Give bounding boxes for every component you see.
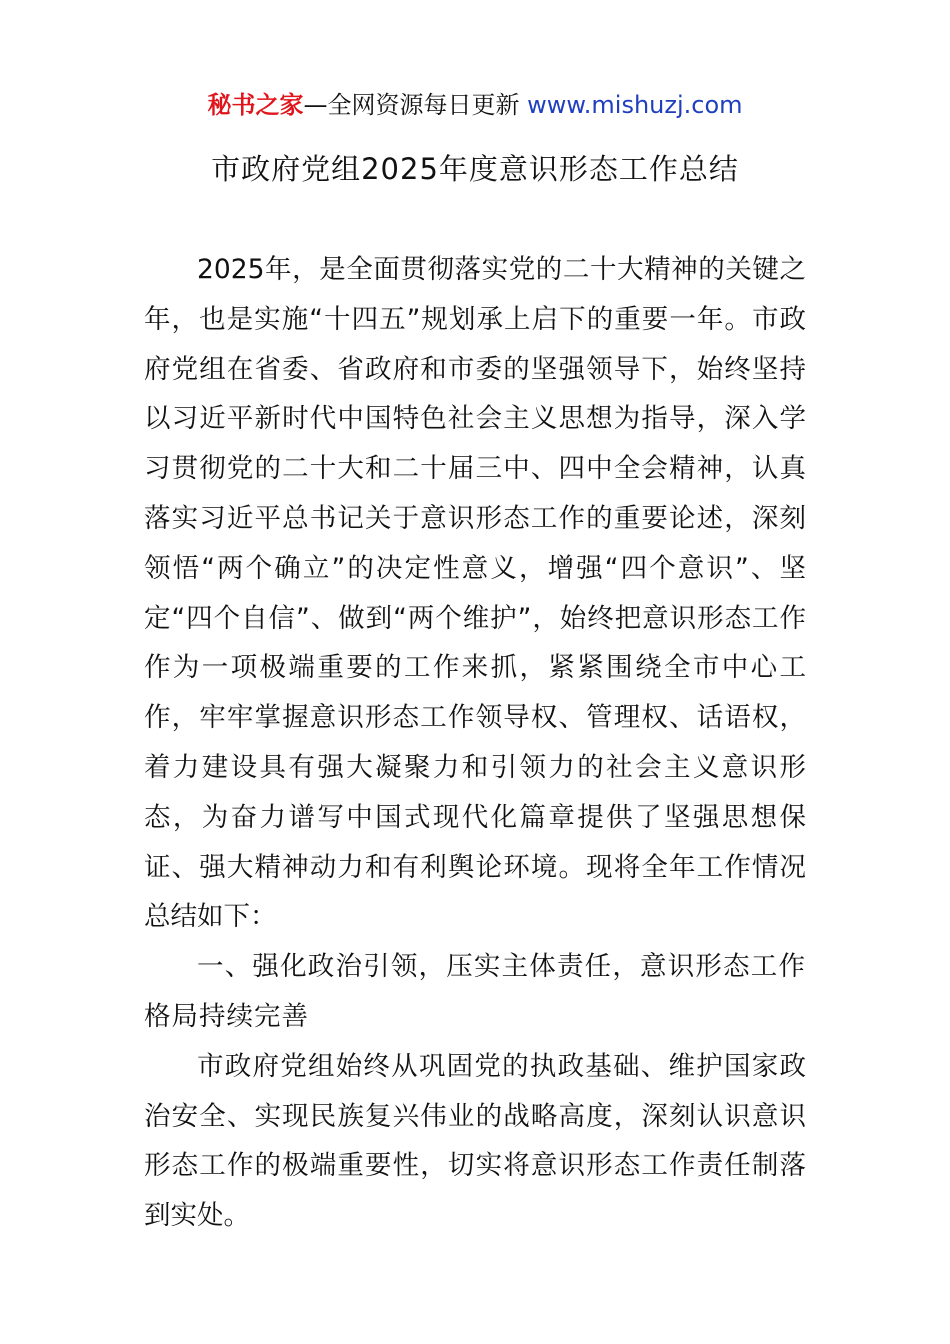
site-url[interactable]: www.mishuzj.com [527, 91, 743, 119]
site-tagline: —全网资源每日更新 [303, 91, 528, 119]
intro-paragraph: 2025年，是全面贯彻落实党的二十大精神的关键之年，也是实施“十四五”规划承上启下的重要一年。市政府党组在省委、省政府和市委的坚强领导下，始终坚持以习近平新时代中国特色社会主义思想为指导，深入学习贯彻党的二十大和二十届三中、四中全会精神，认真落实习近平总书记关于意识形态工作的重要论述，深刻领悟“两个确立”的决定性意义，增强“四个意识”、坚定“四个自信”、做到“两个维护”，始终把意识形态工作作为一项极端重要的工作来抓，紧紧围绕全市中心工作，牢牢掌握意识形态工作领导权、管理权、话语权，着力建设具有强大凝聚力和引领力的社会主义意识形态，为奋力谱写中国式现代化篇章提供了坚强思想保证、强大精神动力和有利舆论环境。现将全年工作情况总结如下： [144, 254, 806, 933]
document-body [144, 245, 806, 1241]
document-title: 市政府党组2025年度意识形态工作总结 [211, 152, 739, 186]
brand-name: 秘书之家 [207, 91, 304, 119]
section-1-paragraph: 市政府党组始终从巩固党的执政基础、维护国家政治安全、实现民族复兴伟业的战略高度，深刻认识意识形态工作的极端重要性，切实将意识形态工作责任制落到实处。 [144, 1050, 806, 1232]
section-heading-1: 一、强化政治引领，压实主体责任，意识形态工作格局持续完善 [144, 951, 806, 1032]
site-banner [0, 88, 950, 122]
